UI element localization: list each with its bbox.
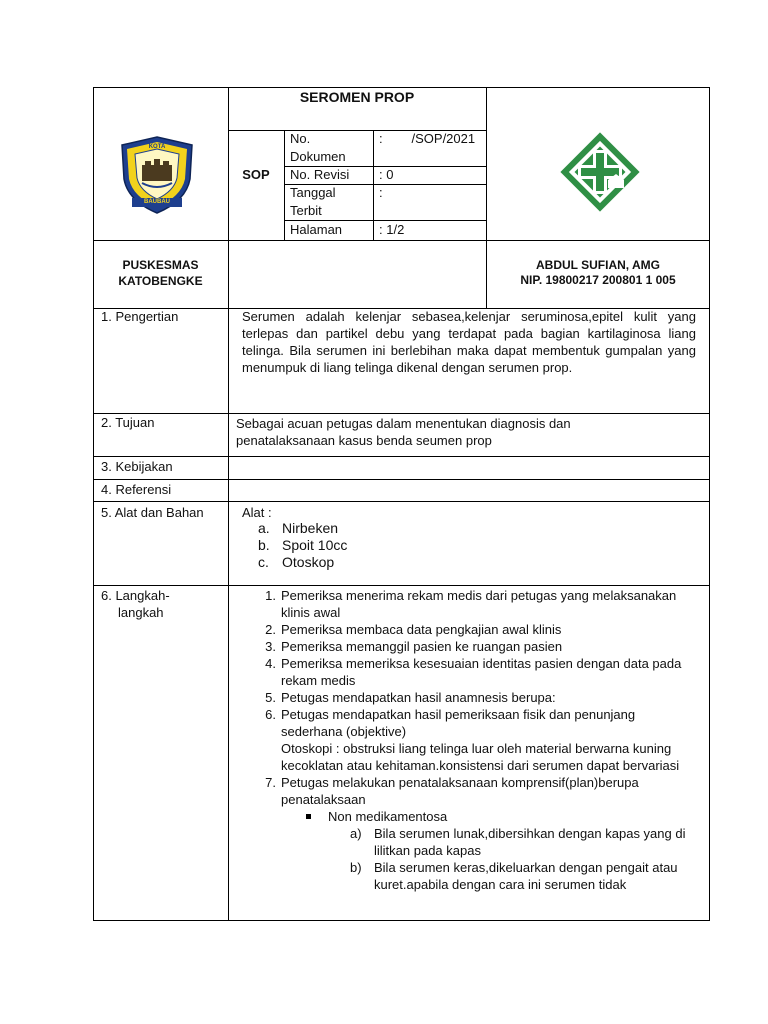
- square-bullet-icon: [306, 814, 311, 819]
- document-title: SEROMEN PROP: [299, 89, 415, 105]
- puskesmas-logo: [556, 128, 644, 216]
- row-line-pengertian: [93, 413, 710, 414]
- list-marker: c.: [258, 554, 269, 570]
- logo-top-text: KOTA: [148, 144, 166, 150]
- section-label-kebijakan: 3. Kebijakan: [101, 459, 173, 474]
- field-value-no-dokumen: : /SOP/2021: [379, 131, 476, 146]
- list-marker: a.: [258, 520, 270, 536]
- row-line-kebijakan: [93, 479, 710, 480]
- list-text: Spoit 10cc: [282, 537, 348, 553]
- table-col-divider: [228, 87, 229, 921]
- langkah-label-line-1: 6. Langkah-: [101, 588, 170, 603]
- step-item: [258, 587, 698, 621]
- step-number: 2.: [265, 622, 276, 637]
- step-number: 7.: [265, 775, 276, 790]
- sub-text: Bila serumen keras,dikeluarkan dengan pengait atau kuret.apabila dengan cara ini serumen tidak: [374, 860, 678, 892]
- kota-baubau-logo: [118, 135, 196, 215]
- list-text: Otoskop: [282, 554, 335, 570]
- org-name-line-2: KATOBENGKE: [118, 274, 203, 288]
- sub-text: Bila serumen lunak,dibersihkan dengan kapas yang di lilitkan pada kapas: [374, 826, 686, 858]
- step-text: Pemeriksa memeriksa kesesuaian identitas pasien dengan data pada rekam medis: [281, 656, 682, 688]
- field-label-halaman: Halaman: [290, 222, 343, 237]
- org-name-line-1: PUSKESMAS: [122, 258, 199, 272]
- step-number: 4.: [265, 656, 276, 671]
- table-border-right: [709, 87, 710, 921]
- step-text: Petugas mendapatkan hasil pemeriksaan fisik dan penunjang sederhana (objektive): [281, 707, 636, 739]
- otoskopi-note: Otoskopi : obstruksi liang telinga luar oleh material berwarna kuning kecoklatan atau kehitaman.konsistensi dari serumen dapat bervariasi: [281, 741, 680, 773]
- list-item: [258, 537, 347, 554]
- step-item: [258, 689, 698, 706]
- field-label-no-revisi: No. Revisi: [290, 167, 350, 182]
- row-line-referensi: [93, 501, 710, 502]
- step-text: Petugas mendapatkan hasil anamnesis berupa:: [281, 690, 556, 705]
- step-text: Petugas melakukan penatalaksanaan komprensif(plan)berupa penatalaksaan: [281, 775, 639, 807]
- field-value-no-revisi: : 0: [379, 167, 394, 182]
- step-item: [258, 621, 698, 638]
- signer-name: ABDUL SUFIAN, AMG: [536, 258, 660, 272]
- section-label-referensi: 4. Referensi: [101, 482, 172, 497]
- section-text-pengertian: Serumen adalah kelenjar sebasea,kelenjar seruminosa,epitel kulit yang terlepas dan partikel debu yang terdapat pada bagian kartilaginosa liang telinga. Bila serumen ini berlebihan maka dapat membentuk gumpalan yang menumpuk di liang telinga dikenal dengan serumen prop.: [242, 309, 696, 375]
- org-name: [93, 257, 228, 289]
- step-number: 3.: [265, 639, 276, 654]
- signer-block: [487, 258, 709, 288]
- signer-nip: NIP. 19800217 200801 1 005: [520, 273, 676, 287]
- step-number: 5.: [265, 690, 276, 705]
- table-border-bottom: [93, 920, 710, 921]
- sop-label-divider: [284, 130, 285, 240]
- sub-item: [258, 825, 698, 859]
- field-value-divider: [373, 130, 374, 240]
- section-label-tujuan: 2. Tujuan: [101, 415, 155, 430]
- langkah-label-line-2: langkah: [118, 605, 164, 620]
- step-item: [258, 655, 698, 689]
- step-item: [258, 774, 698, 808]
- table-border-left: [93, 87, 94, 921]
- health-cross-icon: [556, 128, 644, 216]
- non-medik-label: Non medikamentosa: [328, 809, 448, 824]
- section-label-pengertian: 1. Pengertian: [101, 309, 179, 324]
- logo-bottom-text: BAUBAU: [144, 199, 170, 205]
- field-value-halaman: : 1/2: [379, 222, 405, 237]
- section-label-langkah: [101, 587, 170, 621]
- step-item: [258, 638, 698, 655]
- langkah-steps: [258, 587, 698, 893]
- header-logo-row-bottom: [93, 240, 710, 241]
- sub-marker: a): [350, 826, 362, 841]
- list-item: [258, 554, 347, 571]
- table-border-top: [93, 87, 710, 88]
- field-value-tanggal-terbit: :: [379, 185, 383, 200]
- sub-item: [258, 859, 698, 893]
- field-label-tanggal-terbit: Tanggal Terbit: [290, 185, 336, 218]
- step-number: 1.: [265, 588, 276, 603]
- step-number: 6.: [265, 707, 276, 722]
- step-text: Pemeriksa membaca data pengkajian awal klinis: [281, 622, 562, 637]
- list-item: [258, 520, 347, 537]
- row-line-alat: [93, 585, 710, 586]
- step-item: [258, 706, 698, 740]
- section-text-tujuan: Sebagai acuan petugas dalam menentukan diagnosis dan penatalaksanaan kasus benda seumen prop: [236, 416, 571, 448]
- row-line-tujuan: [93, 456, 710, 457]
- section-label-alat: 5. Alat dan Bahan: [101, 505, 204, 520]
- list-text: Nirbeken: [282, 520, 339, 536]
- sub-marker: b): [350, 860, 362, 875]
- alat-list: [258, 520, 347, 571]
- step-text: Pemeriksa memanggil pasien ke ruangan pasien: [281, 639, 563, 654]
- non-medik-item: [258, 808, 698, 825]
- list-marker: b.: [258, 537, 270, 553]
- field-label-no-dokumen: No. Dokumen: [290, 131, 346, 164]
- sop-label: SOP: [242, 167, 270, 182]
- alat-intro: Alat :: [242, 505, 272, 520]
- step-text: Pemeriksa menerima rekam medis dari petugas yang melaksanakan klinis awal: [281, 588, 677, 620]
